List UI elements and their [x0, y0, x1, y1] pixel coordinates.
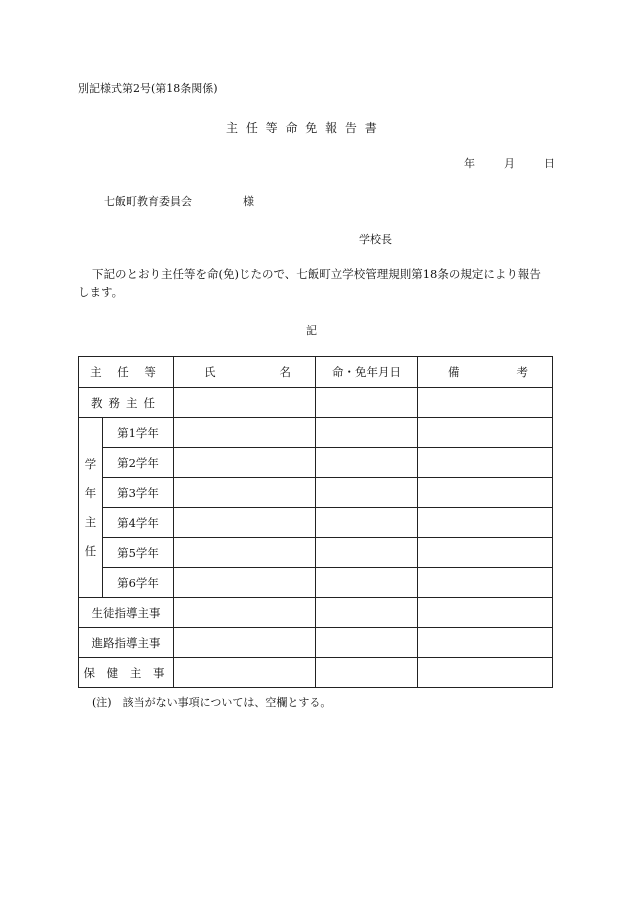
row-label-grade-6: 第6学年	[103, 568, 174, 598]
report-table	[78, 356, 553, 688]
date-cell[interactable]	[316, 568, 418, 598]
row-label-seito: 生徒指導主事	[79, 598, 174, 628]
body-line-2: します。	[78, 285, 124, 299]
row-label-grade-5: 第5学年	[103, 538, 174, 568]
row-label-hoken: 保 健 主 事	[79, 658, 174, 688]
name-cell[interactable]	[174, 448, 316, 478]
table-row	[79, 628, 553, 658]
date-day: 日	[544, 157, 555, 170]
date-line	[464, 155, 555, 171]
name-cell[interactable]	[174, 478, 316, 508]
table-header-row	[79, 357, 553, 388]
name-cell[interactable]	[174, 658, 316, 688]
remarks-cell[interactable]	[418, 568, 553, 598]
date-cell[interactable]	[316, 418, 418, 448]
table-row	[79, 478, 553, 508]
name-cell[interactable]	[174, 598, 316, 628]
date-cell[interactable]	[316, 508, 418, 538]
table-row	[79, 448, 553, 478]
footnote: (注) 該当がない事項については、空欄とする。	[92, 696, 332, 709]
table-row	[79, 538, 553, 568]
table-row	[79, 598, 553, 628]
name-cell[interactable]	[174, 538, 316, 568]
date-month: 月	[504, 157, 515, 170]
ki-heading: 記	[306, 324, 317, 337]
table-row	[79, 418, 553, 448]
date-cell[interactable]	[316, 388, 418, 418]
row-label-shinro: 進路指導主事	[79, 628, 174, 658]
date-cell[interactable]	[316, 448, 418, 478]
table-row	[79, 508, 553, 538]
header-date: 命・免年月日	[316, 357, 418, 388]
date-cell[interactable]	[316, 538, 418, 568]
date-year: 年	[464, 157, 475, 170]
row-label-grade-1: 第1学年	[103, 418, 174, 448]
remarks-cell[interactable]	[418, 598, 553, 628]
body-line-1: 下記のとおり主任等を命(免)じたので、七飯町立学校管理規則第18条の規定により報告	[92, 267, 541, 281]
name-cell[interactable]	[174, 508, 316, 538]
header-remarks: 備 考	[418, 357, 553, 388]
sender-title: 学校長	[359, 233, 392, 246]
remarks-cell[interactable]	[418, 388, 553, 418]
row-label-grade-4: 第4学年	[103, 508, 174, 538]
grade-group-label: 学 年 主 任	[79, 418, 103, 598]
addressee-name: 七飯町教育委員会	[104, 195, 192, 208]
date-cell[interactable]	[316, 658, 418, 688]
date-cell[interactable]	[316, 478, 418, 508]
date-cell[interactable]	[316, 598, 418, 628]
remarks-cell[interactable]	[418, 448, 553, 478]
header-position: 主 任 等	[79, 357, 174, 388]
table-row	[79, 388, 553, 418]
addressee-honorific: 様	[243, 195, 254, 208]
remarks-cell[interactable]	[418, 478, 553, 508]
header-name: 氏 名	[174, 357, 316, 388]
remarks-cell[interactable]	[418, 418, 553, 448]
name-cell[interactable]	[174, 628, 316, 658]
name-cell[interactable]	[174, 388, 316, 418]
remarks-cell[interactable]	[418, 658, 553, 688]
row-label-kyomu: 教務主任	[79, 388, 174, 418]
remarks-cell[interactable]	[418, 628, 553, 658]
date-cell[interactable]	[316, 628, 418, 658]
document-title: 主 任 等 命 免 報 告 書	[226, 121, 379, 135]
row-label-grade-2: 第2学年	[103, 448, 174, 478]
name-cell[interactable]	[174, 418, 316, 448]
remarks-cell[interactable]	[418, 538, 553, 568]
remarks-cell[interactable]	[418, 508, 553, 538]
table-row	[79, 658, 553, 688]
row-label-grade-3: 第3学年	[103, 478, 174, 508]
name-cell[interactable]	[174, 568, 316, 598]
form-number: 別記様式第2号(第18条関係)	[78, 82, 218, 95]
table-row	[79, 568, 553, 598]
